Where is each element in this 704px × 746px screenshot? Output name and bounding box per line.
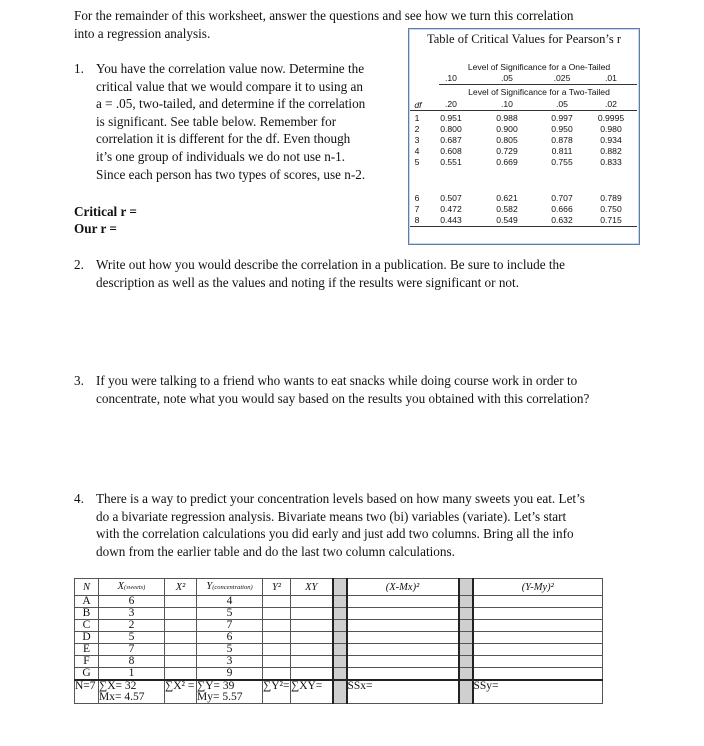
crit-value: 0.805 — [496, 135, 518, 145]
y2-cell[interactable] — [263, 644, 291, 656]
question-3-number: 3. — [74, 373, 84, 388]
separator-column — [459, 668, 473, 681]
crit-value: 0.800 — [440, 124, 462, 134]
crit-value: 0.789 — [600, 193, 622, 203]
header-row — [75, 579, 603, 596]
y-cell: 6 — [197, 632, 263, 644]
x-header-label: X — [117, 581, 125, 592]
crit-value: 0.632 — [551, 215, 573, 225]
dx2-cell[interactable] — [347, 620, 459, 632]
two-tailed-level: .02 — [605, 99, 617, 109]
crit-value: 0.9995 — [597, 113, 625, 123]
x2-cell[interactable] — [165, 656, 197, 668]
x-cell: 2 — [99, 620, 165, 632]
table-row — [75, 668, 603, 681]
intro-line-1: For the remainder of this worksheet, answer the questions and see how we turn this correlation — [74, 8, 574, 23]
separator-column — [333, 608, 347, 620]
q1-line: it’s one group of individuals we do not use n-1. — [96, 148, 346, 164]
separator-column — [459, 680, 473, 704]
one-tailed-label: Level of Significance for a One-Tailed — [467, 62, 611, 72]
ss-x[interactable]: SSx= — [347, 680, 459, 704]
one-tailed-level: .10 — [445, 73, 457, 83]
q2-line: Write out how you would describe the correlation in a publication. Be sure to include the — [96, 257, 565, 272]
crit-value: 0.900 — [496, 124, 518, 134]
x-header — [99, 579, 165, 596]
x-cell: 7 — [99, 644, 165, 656]
x2-cell[interactable] — [165, 596, 197, 608]
crit-value: 0.669 — [496, 157, 518, 167]
n-cell: B — [75, 608, 99, 620]
dy2-cell[interactable] — [473, 668, 603, 681]
separator-column — [459, 579, 473, 596]
footer-rule — [410, 226, 637, 227]
dx2-header: (X-Mx)² — [347, 579, 459, 596]
sum-x: ∑X= 32 — [99, 680, 137, 692]
critical-r-label: Critical r = — [74, 204, 137, 219]
ss-y[interactable]: SSy= — [473, 680, 603, 704]
xy-header: XY — [291, 579, 333, 596]
dx2-cell[interactable] — [347, 656, 459, 668]
dx2-cell[interactable] — [347, 608, 459, 620]
dy2-cell[interactable] — [473, 608, 603, 620]
dy2-header: (Y-My)² — [473, 579, 603, 596]
y-cell: 5 — [197, 644, 263, 656]
crit-value: 0.582 — [496, 204, 518, 214]
dx2-cell[interactable] — [347, 644, 459, 656]
y2-cell[interactable] — [263, 668, 291, 681]
two-tailed-level: .05 — [556, 99, 568, 109]
xy-cell[interactable] — [291, 668, 333, 681]
dy2-cell[interactable] — [473, 596, 603, 608]
df-cell: 8 — [414, 215, 420, 225]
dx2-cell[interactable] — [347, 668, 459, 681]
q4-line: do a bivariate regression analysis. Bivariate means two (bi) variables (variate). Let’s start — [96, 508, 567, 524]
xy-cell[interactable] — [291, 608, 333, 620]
question-4-text — [96, 490, 585, 560]
question-2-text — [96, 256, 565, 291]
dy2-cell[interactable] — [473, 632, 603, 644]
question-3-text — [96, 372, 589, 407]
our-r-label: Our r = — [74, 221, 117, 236]
df-cell: 6 — [414, 193, 420, 203]
separator-column — [459, 608, 473, 620]
question-1-number: 1. — [74, 61, 84, 76]
two-tailed-level: .10 — [501, 99, 513, 109]
regression-data-table — [74, 578, 603, 704]
y2-cell[interactable] — [263, 596, 291, 608]
crit-value: 0.707 — [551, 193, 573, 203]
y-cell: 7 — [197, 620, 263, 632]
x-cell: 5 — [99, 632, 165, 644]
question-4-number: 4. — [74, 491, 84, 506]
separator-column — [333, 680, 347, 704]
sum-y: ∑Y= 39 — [197, 680, 235, 692]
x-header-sub: (sweets) — [124, 584, 146, 591]
question-2-number: 2. — [74, 257, 84, 272]
crit-value: 0.549 — [496, 215, 518, 225]
xy-cell[interactable] — [291, 644, 333, 656]
df-cell: 4 — [414, 146, 420, 156]
q2-line: description as well as the values and noting if the results were significant or not. — [96, 274, 519, 290]
dy2-cell[interactable] — [473, 656, 603, 668]
n-cell: E — [75, 644, 99, 656]
q3-line: If you were talking to a friend who wants to eat snacks while doing course work in order to — [96, 373, 578, 388]
separator-column — [333, 644, 347, 656]
q4-line: down from the earlier table and do the last two column calculations. — [96, 543, 455, 559]
crit-value: 0.666 — [551, 204, 573, 214]
summary-row — [75, 680, 603, 704]
crit-value: 0.687 — [440, 135, 462, 145]
sum-xy[interactable]: ∑XY= — [291, 680, 333, 704]
separator-column — [333, 596, 347, 608]
n-cell: F — [75, 656, 99, 668]
df-label: df — [414, 100, 422, 110]
crit-value: 0.882 — [600, 146, 622, 156]
q1-line: critical value that we would compare it to using an — [96, 78, 363, 94]
dy2-cell[interactable] — [473, 620, 603, 632]
dx2-cell[interactable] — [347, 596, 459, 608]
n-cell: A — [75, 596, 99, 608]
one-tailed-level: .025 — [553, 73, 571, 83]
q1-line: is significant. See table below. Remember for — [96, 113, 337, 129]
crit-value: 0.980 — [600, 124, 622, 134]
crit-value: 0.755 — [551, 157, 573, 167]
crit-value: 0.608 — [440, 146, 462, 156]
separator-column — [459, 632, 473, 644]
two-tailed-level: .20 — [445, 99, 457, 109]
y-header — [197, 579, 263, 596]
mean-x: Mx= 4.57 — [99, 690, 145, 703]
header-rule — [439, 84, 637, 85]
two-tailed-label: Level of Significance for a Two-Tailed — [468, 87, 610, 97]
table-row — [75, 596, 603, 608]
critical-values-table — [408, 28, 640, 245]
table-row — [75, 632, 603, 644]
x2-cell[interactable] — [165, 644, 197, 656]
y-summary — [197, 680, 263, 704]
separator-column — [333, 620, 347, 632]
x2-cell[interactable] — [165, 620, 197, 632]
q1-line: You have the correlation value now. Determine the — [96, 61, 365, 76]
y2-cell[interactable] — [263, 608, 291, 620]
crit-value: 0.472 — [440, 204, 462, 214]
x-cell: 8 — [99, 656, 165, 668]
n-cell: G — [75, 668, 99, 681]
x2-header: X² — [165, 579, 197, 596]
y2-cell[interactable] — [263, 620, 291, 632]
df-cell: 1 — [414, 113, 420, 123]
crit-value: 0.988 — [496, 113, 518, 123]
crit-value: 0.934 — [600, 135, 622, 145]
mean-y: My= 5.57 — [197, 690, 243, 703]
header-rule — [410, 110, 637, 111]
y-header-label: Y — [206, 581, 213, 592]
n-header: N — [75, 579, 99, 596]
crit-value: 0.951 — [440, 113, 462, 123]
sum-y2[interactable]: ∑Y²= — [263, 680, 291, 704]
critical-table-title: Table of Critical Values for Pearson’s r — [427, 32, 621, 46]
q4-line: with the correlation calculations you did early and just add two columns. Bring all the info — [96, 526, 574, 542]
table-row — [75, 656, 603, 668]
crit-value: 0.715 — [600, 215, 622, 225]
table-row — [75, 620, 603, 632]
x2-cell[interactable] — [165, 668, 197, 681]
q3-line: concentrate, note what you would say based on the results you obtained with this correlation? — [96, 390, 590, 406]
crit-value: 0.878 — [551, 135, 573, 145]
crit-value: 0.833 — [600, 157, 622, 167]
table-row — [75, 644, 603, 656]
xy-cell[interactable] — [291, 596, 333, 608]
separator-column — [459, 644, 473, 656]
xy-cell[interactable] — [291, 656, 333, 668]
y-cell: 3 — [197, 656, 263, 668]
separator-column — [459, 596, 473, 608]
crit-value: 0.950 — [551, 124, 573, 134]
separator-column — [333, 668, 347, 681]
q1-line: a = .05, two-tailed, and determine if the correlation — [96, 96, 366, 112]
x2-cell[interactable] — [165, 608, 197, 620]
y2-header: Y² — [263, 579, 291, 596]
one-tailed-level: .05 — [501, 73, 513, 83]
x-cell: 6 — [99, 596, 165, 608]
x-cell: 3 — [99, 608, 165, 620]
q4-line: There is a way to predict your concentration levels based on how many sweets you eat. Let’s — [96, 491, 585, 506]
separator-column — [333, 579, 347, 596]
df-cell: 3 — [414, 135, 420, 145]
crit-value: 0.443 — [440, 215, 462, 225]
df-cell: 2 — [414, 124, 420, 134]
crit-value: 0.997 — [551, 113, 573, 123]
crit-value: 0.811 — [551, 146, 573, 156]
q1-line: Since each person has two types of scores, use n-2. — [96, 166, 366, 182]
y-cell: 5 — [197, 608, 263, 620]
y2-cell[interactable] — [263, 632, 291, 644]
y2-cell[interactable] — [263, 656, 291, 668]
q1-line: correlation it is different for the df. Even though — [96, 131, 351, 147]
xy-cell[interactable] — [291, 620, 333, 632]
x-cell: 1 — [99, 668, 165, 681]
question-1-text — [96, 60, 401, 183]
dy2-cell[interactable] — [473, 644, 603, 656]
y-cell: 9 — [197, 668, 263, 681]
n-cell: D — [75, 632, 99, 644]
sum-x2[interactable]: ∑X² = — [165, 680, 197, 704]
x2-cell[interactable] — [165, 632, 197, 644]
dx2-cell[interactable] — [347, 632, 459, 644]
y-cell: 4 — [197, 596, 263, 608]
df-cell: 5 — [414, 157, 420, 167]
separator-column — [459, 620, 473, 632]
separator-column — [459, 656, 473, 668]
table-row — [75, 608, 603, 620]
n-total: N=7 — [75, 680, 99, 704]
n-cell: C — [75, 620, 99, 632]
separator-column — [333, 632, 347, 644]
x-summary — [99, 680, 165, 704]
xy-cell[interactable] — [291, 632, 333, 644]
intro-line-2: into a regression analysis. — [74, 25, 211, 41]
crit-value: 0.621 — [496, 193, 518, 203]
one-tailed-level: .01 — [605, 73, 617, 83]
separator-column — [333, 656, 347, 668]
crit-value: 0.507 — [440, 193, 462, 203]
y-header-sub: (concentration) — [212, 584, 253, 591]
crit-value: 0.551 — [440, 157, 462, 167]
df-cell: 7 — [414, 204, 420, 214]
crit-value: 0.750 — [600, 204, 622, 214]
crit-value: 0.729 — [496, 146, 518, 156]
